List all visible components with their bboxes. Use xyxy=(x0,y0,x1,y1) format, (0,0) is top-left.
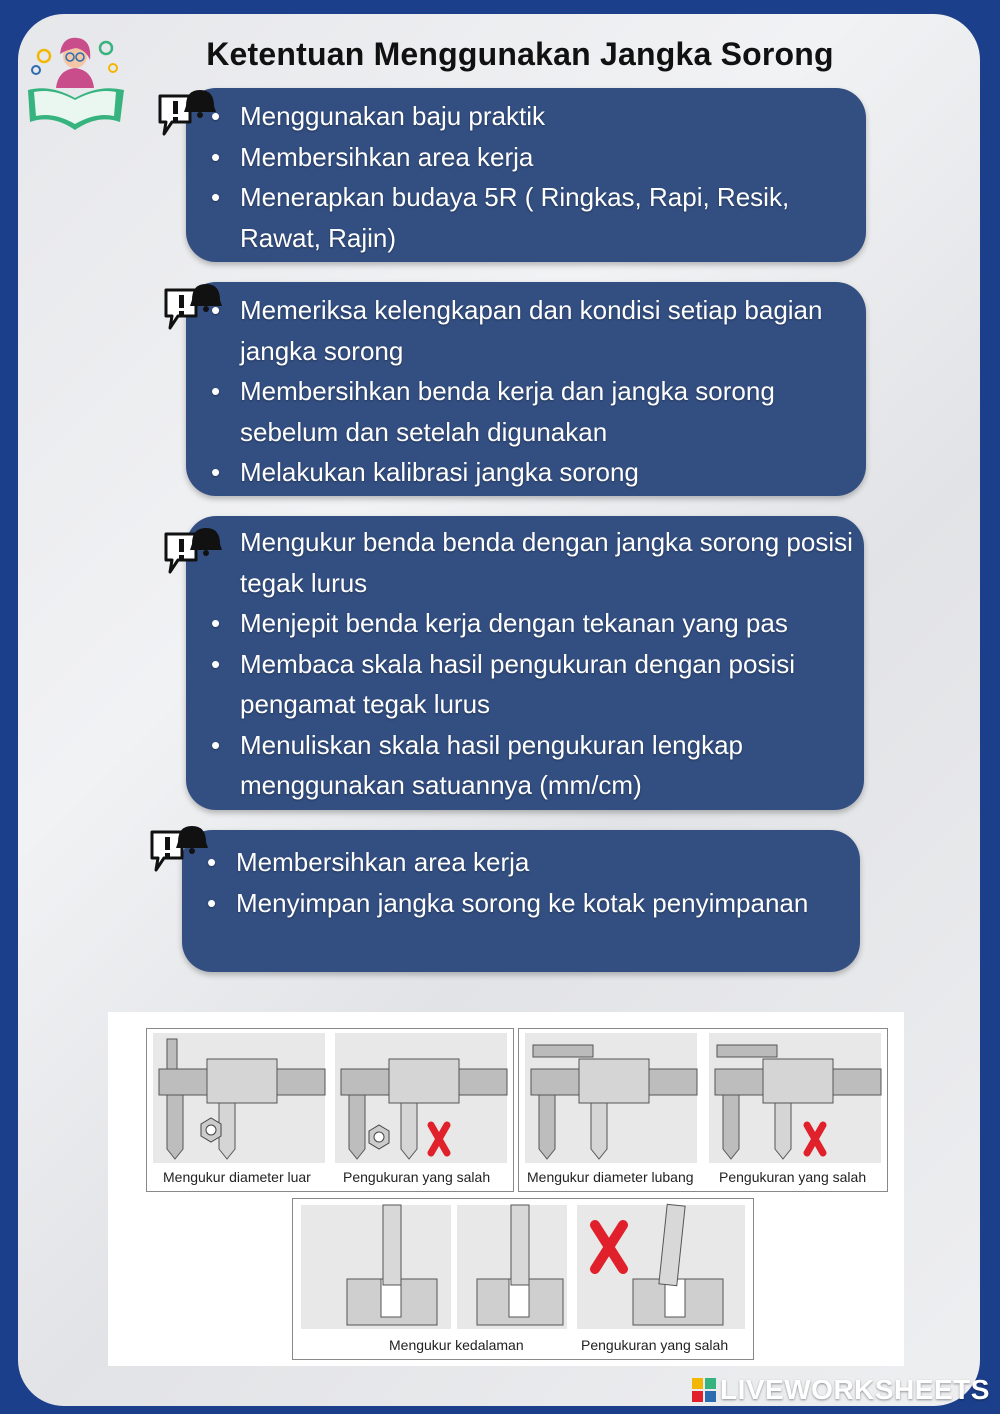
list-item: • Menjepit benda kerja dengan tekanan yang pas xyxy=(186,603,864,644)
caption-depth-wrong: Pengukuran yang salah xyxy=(581,1337,729,1353)
bullet-list xyxy=(186,88,866,258)
alert-speech-bubble-icon xyxy=(162,280,226,336)
caliper-depth-illustration xyxy=(293,1199,753,1335)
panel-outer-diameter xyxy=(146,1028,514,1192)
caliper-outer-illustration xyxy=(147,1029,513,1169)
caption-depth: Mengukur kedalaman xyxy=(389,1337,524,1353)
section-card-3 xyxy=(186,516,864,810)
caption-outer-wrong: Pengukuran yang salah xyxy=(343,1169,491,1185)
reader-book-icon xyxy=(20,26,130,132)
alert-speech-bubble-icon xyxy=(148,822,212,878)
list-item: • Menerapkan budaya 5R ( Ringkas, Rapi, Resik, Rawat, Rajin) xyxy=(186,177,866,258)
bullet-list xyxy=(186,516,864,806)
list-item: • Membersihkan area kerja xyxy=(186,137,866,178)
alert-speech-bubble-icon xyxy=(162,524,226,580)
list-item: • Membersihkan area kerja xyxy=(182,842,860,883)
caption-outer: Mengukur diameter luar xyxy=(163,1169,311,1185)
section-card-2 xyxy=(186,282,866,496)
list-item: • Memeriksa kelengkapan dan kondisi setiap bagian jangka sorong xyxy=(186,290,866,371)
list-item: • Membersihkan benda kerja dan jangka sorong sebelum dan setelah digunakan xyxy=(186,371,866,452)
list-item: • Menuliskan skala hasil pengukuran lengkap menggunakan satuannya (mm/cm) xyxy=(186,725,864,806)
alert-speech-bubble-icon xyxy=(156,86,220,142)
list-item: • Menyimpan jangka sorong ke kotak penyimpanan xyxy=(182,883,860,924)
caliper-inner-illustration xyxy=(519,1029,887,1169)
page-title: Ketentuan Menggunakan Jangka Sorong xyxy=(206,36,834,72)
section-card-4 xyxy=(182,830,860,972)
list-item: • Mengukur benda benda dengan jangka sorong posisi tegak lurus xyxy=(186,522,864,603)
list-item: • Menggunakan baju praktik xyxy=(186,96,866,137)
list-item: • Melakukan kalibrasi jangka sorong xyxy=(186,452,866,493)
list-item: • Membaca skala hasil pengukuran dengan posisi pengamat tegak lurus xyxy=(186,644,864,725)
caption-inner-wrong: Pengukuran yang salah xyxy=(719,1169,867,1185)
bullet-list xyxy=(182,830,860,923)
section-card-1 xyxy=(186,88,866,262)
liveworksheets-brand[interactable]: LIVEWORKSHEETS xyxy=(720,1374,990,1405)
caption-inner: Mengukur diameter lubang xyxy=(527,1169,694,1185)
panel-depth xyxy=(292,1198,754,1360)
liveworksheets-logo-icon xyxy=(692,1378,716,1402)
panel-inner-diameter xyxy=(518,1028,888,1192)
bullet-list xyxy=(186,282,866,493)
caliper-illustration xyxy=(108,1012,904,1366)
